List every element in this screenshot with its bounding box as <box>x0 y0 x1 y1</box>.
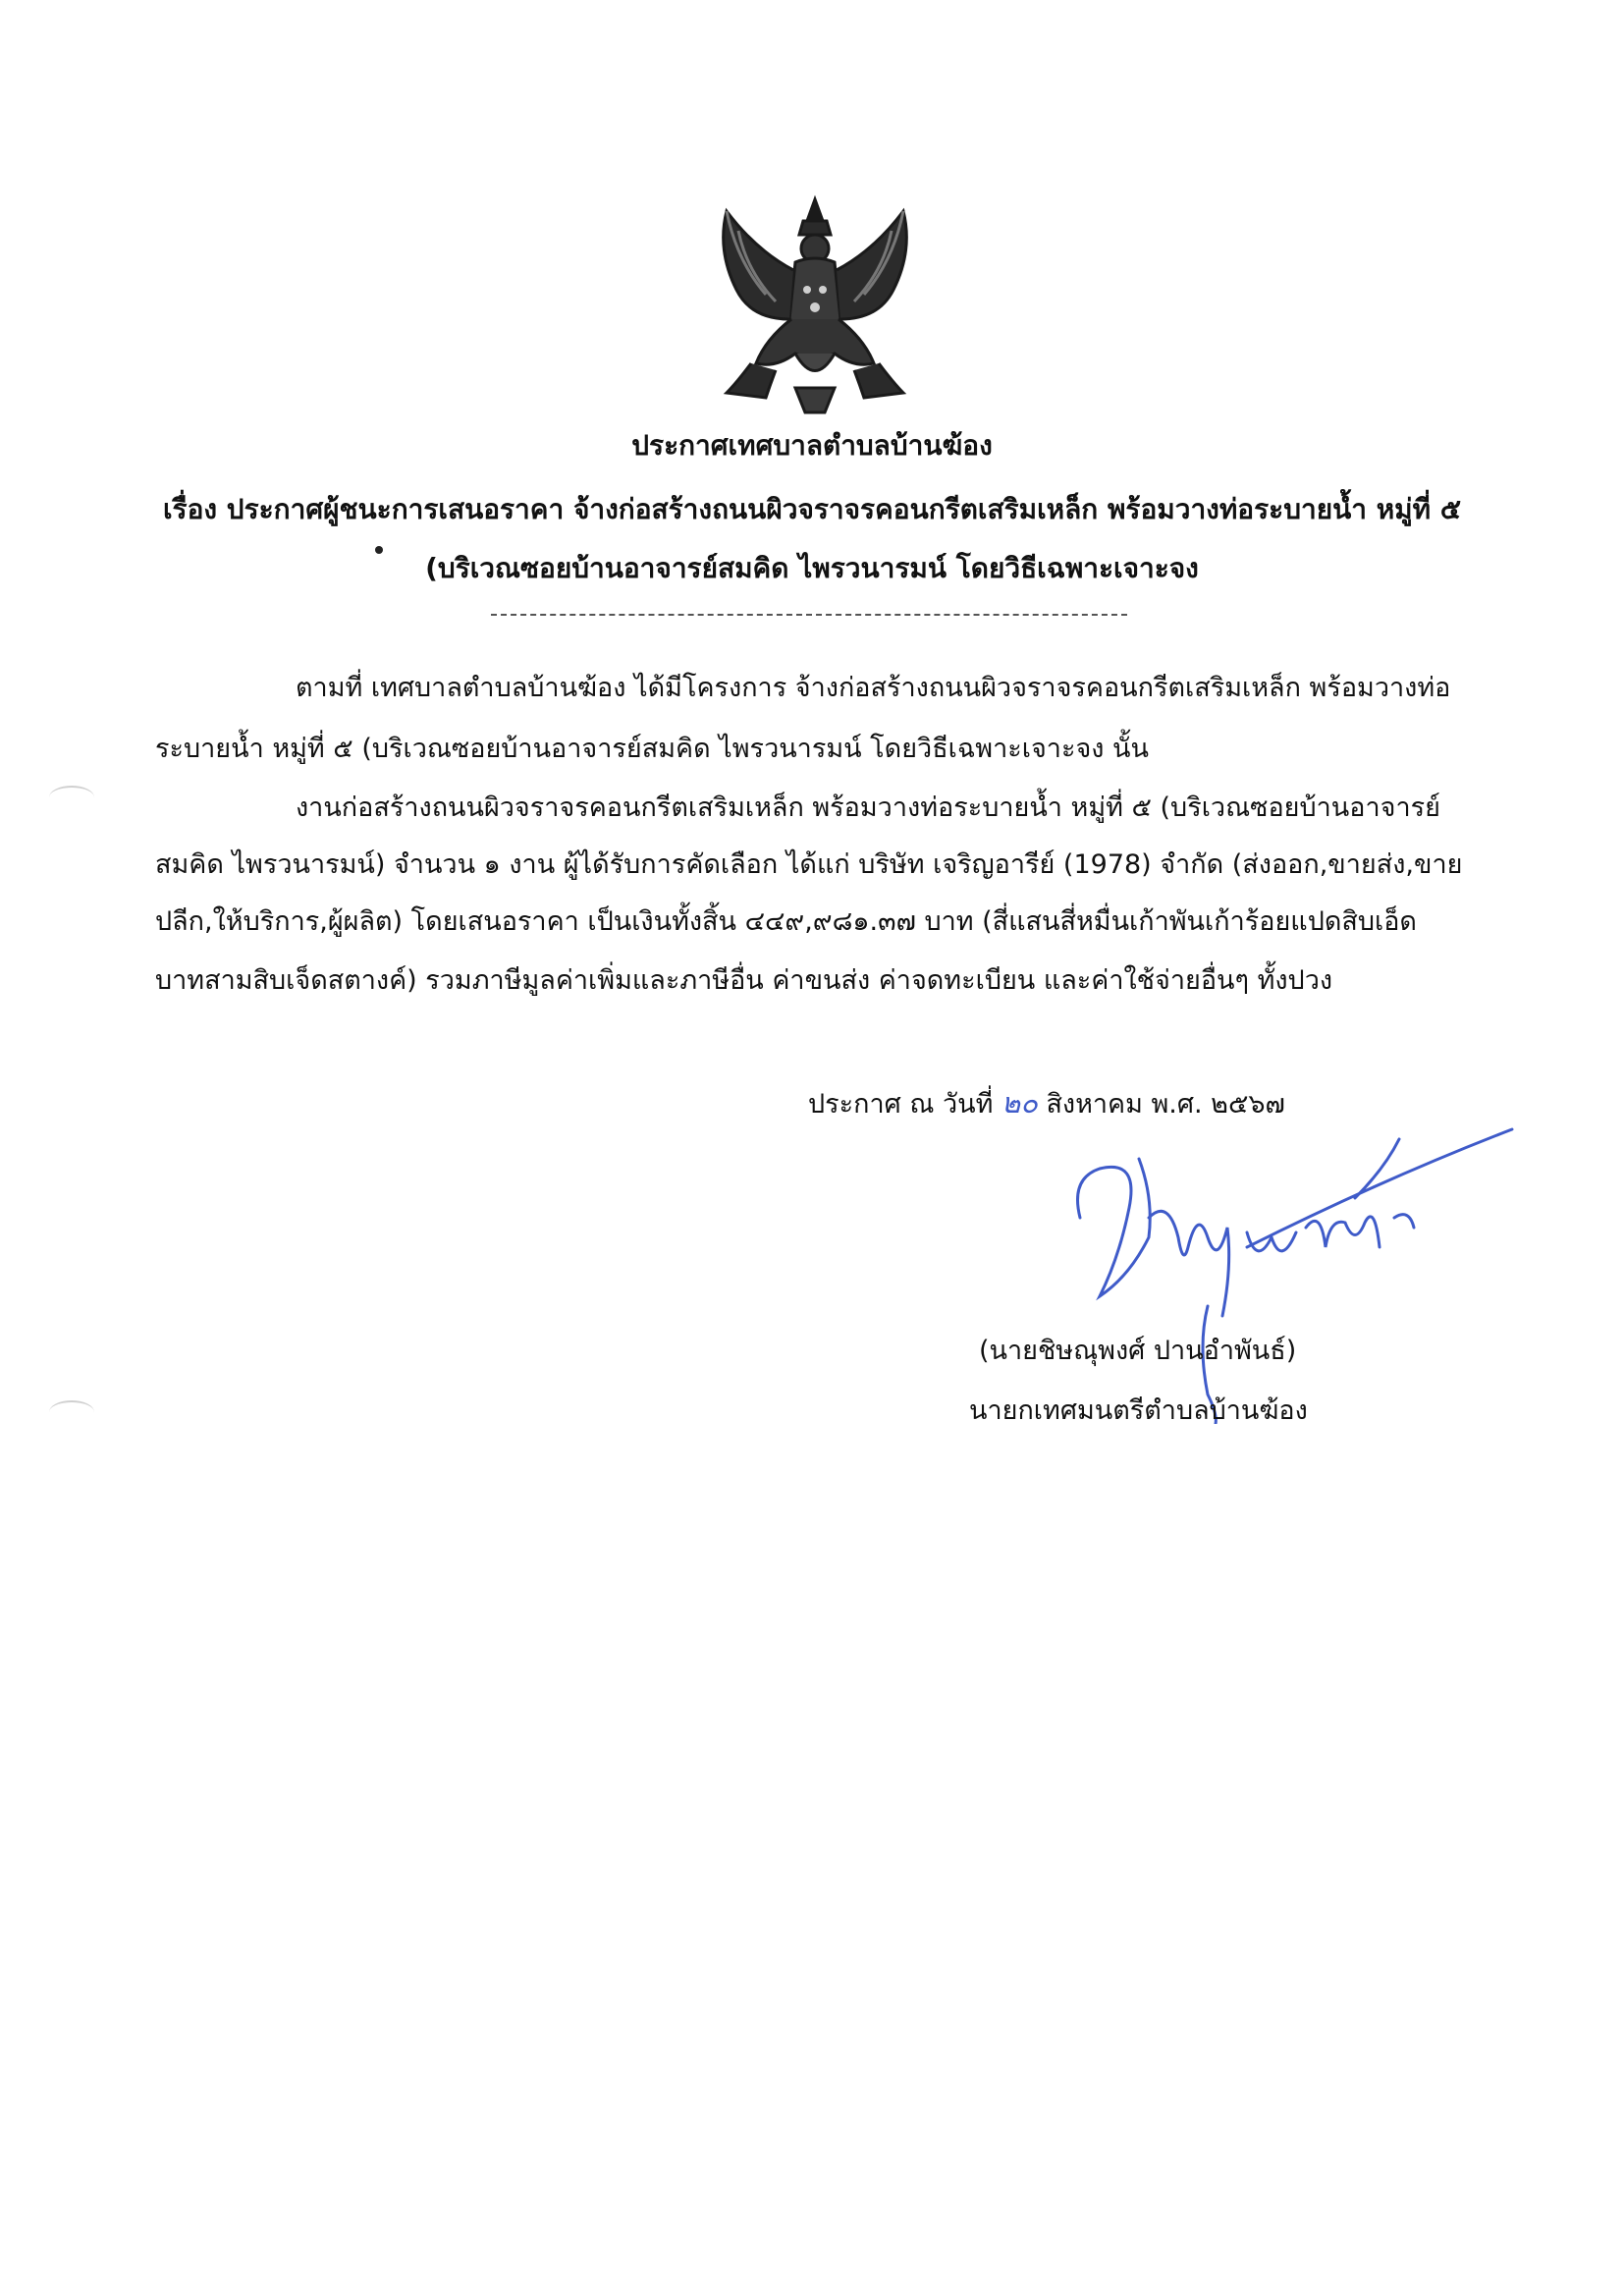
scan-speck <box>375 546 383 554</box>
paragraph-1-line-1: ตามที่ เทศบาลตำบลบ้านฆ้อง ได้มีโครงการ จ้างก่อสร้างถนนผิวจราจรคอนกรีตเสริมเหล็ก พร้อมวางท่อ <box>296 673 1451 703</box>
signature-icon <box>1060 1100 1522 1424</box>
paragraph-2-line-1: งานก่อสร้างถนนผิวจราจรคอนกรีตเสริมเหล็ก พร้อมวางท่อระบายน้ำ หมู่ที่ ๕ (บริเวณซอยบ้านอาจารย์ <box>296 793 1440 823</box>
date-prefix: ประกาศ ณ วันที่ <box>808 1089 994 1120</box>
signer-name: (นายชิษณุพงศ์ ปานอำพันธ์) <box>979 1336 1297 1366</box>
announcement-subject: เรื่อง ประกาศผู้ชนะการเสนอราคา จ้างก่อสร้างถนนผิวจราจรคอนกรีตเสริมเหล็ก พร้อมวางท่อระบายน้ำ หมู่ที่ ๕ <box>162 493 1462 525</box>
punch-hole-mark <box>49 786 94 809</box>
garuda-emblem-icon <box>697 191 933 427</box>
punch-hole-mark <box>49 1400 94 1424</box>
signer-title: นายกเทศมนตรีตำบลบ้านฆ้อง <box>969 1395 1308 1426</box>
date-month-year: สิงหาคม พ.ศ. ๒๕๖๗ <box>1046 1089 1285 1120</box>
announcement-title: ประกาศเทศบาลตำบลบ้านฆ้อง <box>631 429 993 462</box>
paragraph-2-line-4: บาทสามสิบเจ็ดสตางค์) รวมภาษีมูลค่าเพิ่มและภาษีอื่น ค่าขนส่ง ค่าจดทะเบียน และค่าใช้จ่ายอื่นๆ ทั้งปวง <box>155 965 1333 996</box>
date-day-handwritten: ๒๐ <box>1001 1086 1038 1120</box>
announcement-subject-cont: (บริเวณซอยบ้านอาจารย์สมคิด ไพรวนารมน์ โดยวิธีเฉพาะเจาะจง <box>425 552 1199 584</box>
dashed-divider <box>491 614 1127 616</box>
paragraph-1-line-2: ระบายน้ำ หมู่ที่ ๕ (บริเวณซอยบ้านอาจารย์สมคิด ไพรวนารมน์ โดยวิธีเฉพาะเจาะจง นั้น <box>155 734 1149 764</box>
paragraph-2-line-2: สมคิด ไพรวนารมน์) จำนวน ๑ งาน ผู้ได้รับการคัดเลือก ได้แก่ บริษัท เจริญอารีย์ (1978) จำกัด (ส่งออก,ขายส่ง,ขาย <box>155 849 1463 880</box>
paragraph-2-line-3: ปลีก,ให้บริการ,ผู้ผลิต) โดยเสนอราคา เป็นเงินทั้งสิ้น ๔๔๙,๙๘๑.๓๗ บาท (สี่แสนสี่หมื่นเก้าพันเก้าร้อยแปดสิบเอ็ด <box>155 906 1417 937</box>
